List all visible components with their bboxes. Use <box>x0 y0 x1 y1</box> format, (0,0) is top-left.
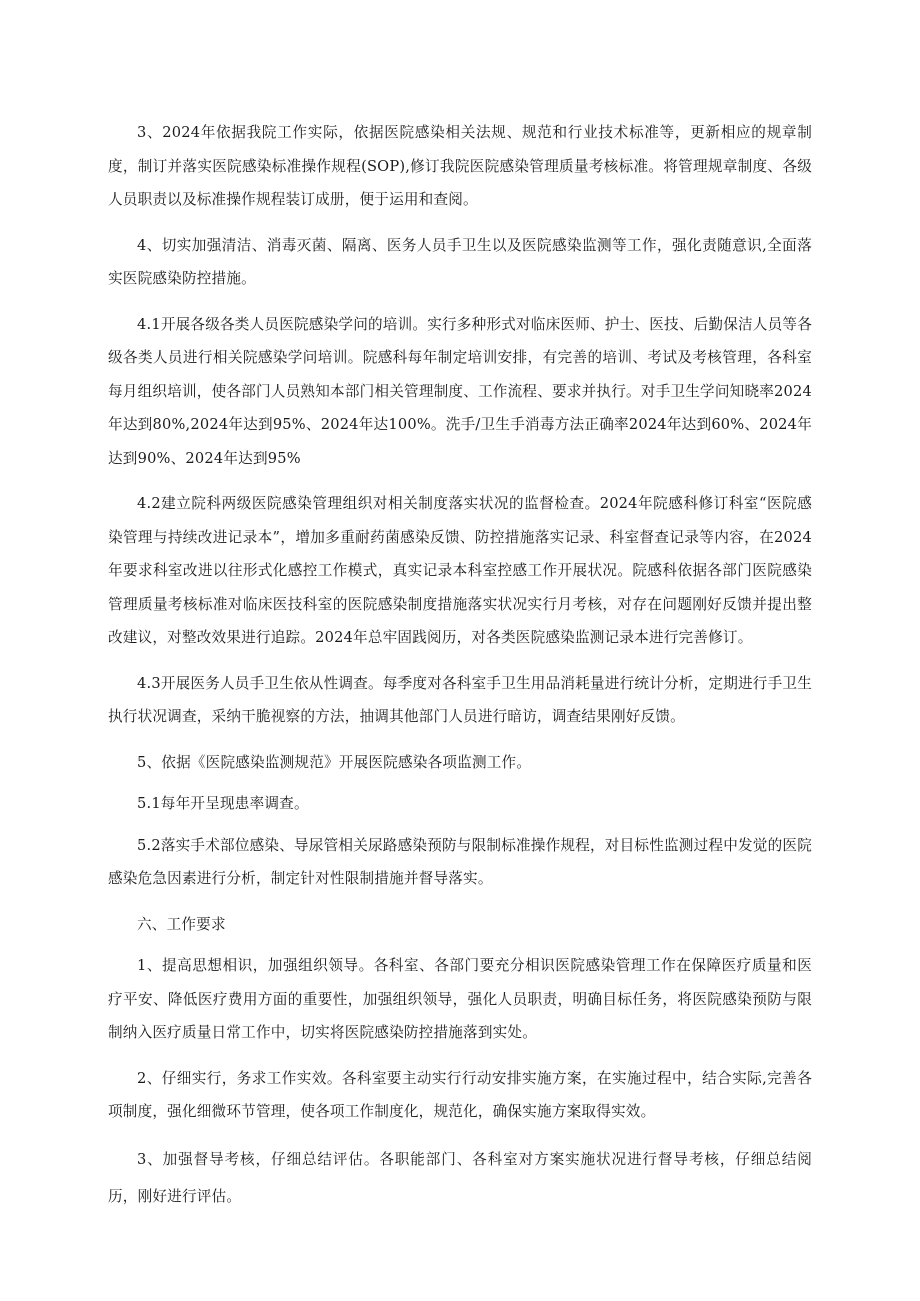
paragraph-infection-control-measures: 4、切实加强清洁、消毒灭菌、隔离、医务人员手卫生以及医院感染监测等工作，强化责随意识,全面落实医院感染防控措施。 <box>108 236 812 287</box>
paragraph-evaluation: 3、加强督导考核，仔细总结评估。各职能部门、各科室对方案实施状况进行督导考核，仔细总结阅历，刚好进行评估。 <box>108 1150 812 1205</box>
paragraph-monitoring: 5、依据《医院感染监测规范》开展医院感染各项监测工作。 <box>137 753 532 771</box>
document-body <box>108 116 812 1227</box>
paragraph-training: 4.1开展各级各类人员医院感染学问的培训。实行多种形式对临床医师、护士、医技、后勤保洁人员等各级各类人员进行相关院感染学问培训。院感科每年制定培训安排，有完善的培训、考试及考核管理，各科室每月组织培训，使各部门人员熟知本部门相关管理制度、工作流程、要求并执行。对手卫生学问知晓率2024年达到80%,2024年达到95%、2024年达100%。洗手/卫生手消毒方法正确率2024年达到60%、2024年达到90%、2024年达到95% <box>108 315 812 467</box>
paragraph-implementation: 2、仔细实行，务求工作实效。各科室要主动实行行动安排实施方案，在实施过程中，结合实际,完善各项制度，强化细微环节管理，使各项工作制度化，规范化，确保实施方案取得实效。 <box>108 1069 812 1120</box>
paragraph-supervision: 4.2建立院科两级医院感染管理组织对相关制度落实状况的监督检查。2024年院感科修订科室“医院感染管理与持续改进记录本”，增加多重耐药菌感染反馈、防控措施落实记录、科室督查记录等内容，在2024年要求科室改进以往形式化感控工作模式，真实记录本科室控感工作开展状况。院感科依据各部门医院感染管理质量考核标准对临床医技科室的医院感染制度措施落实状况实行月考核，对存在问题刚好反馈并提出整改建议，对整改效果进行追踪。2024年总牢固践阅历，对各类医院感染监测记录本进行完善修订。 <box>108 495 812 646</box>
paragraph-leadership: 1、提高思想相识，加强组织领导。各科室、各部门要充分相识医院感染管理工作在保障医疗质量和医疗平安、降低医疗费用方面的重要性，加强组织领导，强化人员职责，明确目标任务，将医院感染预防与限制纳入医疗质量日常工作中，切实将医院感染防控措施落到实处。 <box>108 957 812 1041</box>
paragraph-targeted-surveillance: 5.2落实手术部位感染、导尿管相关尿路感染预防与限制标准操作规程，对目标性监测过程中发觉的医院感染危急因素进行分析，制定针对性限制措施并督导落实。 <box>108 836 812 887</box>
paragraph-regulations-update: 3、2024年依据我院工作实际，依据医院感染相关法规、规范和行业技术标准等，更新相应的规章制度，制订并落实医院感染标准操作规程(SOP),修订我院医院感染管理质量考核标准。将管理规章制度、各级人员职责以及标准操作规程装订成册，便于运用和查阅。 <box>108 124 812 208</box>
paragraph-prevalence-survey: 5.1每年开呈现患率调查。 <box>137 795 309 812</box>
paragraph-hand-hygiene-survey: 4.3开展医务人员手卫生依从性调查。每季度对各科室手卫生用品消耗量进行统计分析，定期进行手卫生执行状况调查，采纳干脆视察的方法，抽调其他部门人员进行暗访，调查结果刚好反馈。 <box>108 674 812 725</box>
section-heading-work-requirements: 六、工作要求 <box>137 915 226 933</box>
